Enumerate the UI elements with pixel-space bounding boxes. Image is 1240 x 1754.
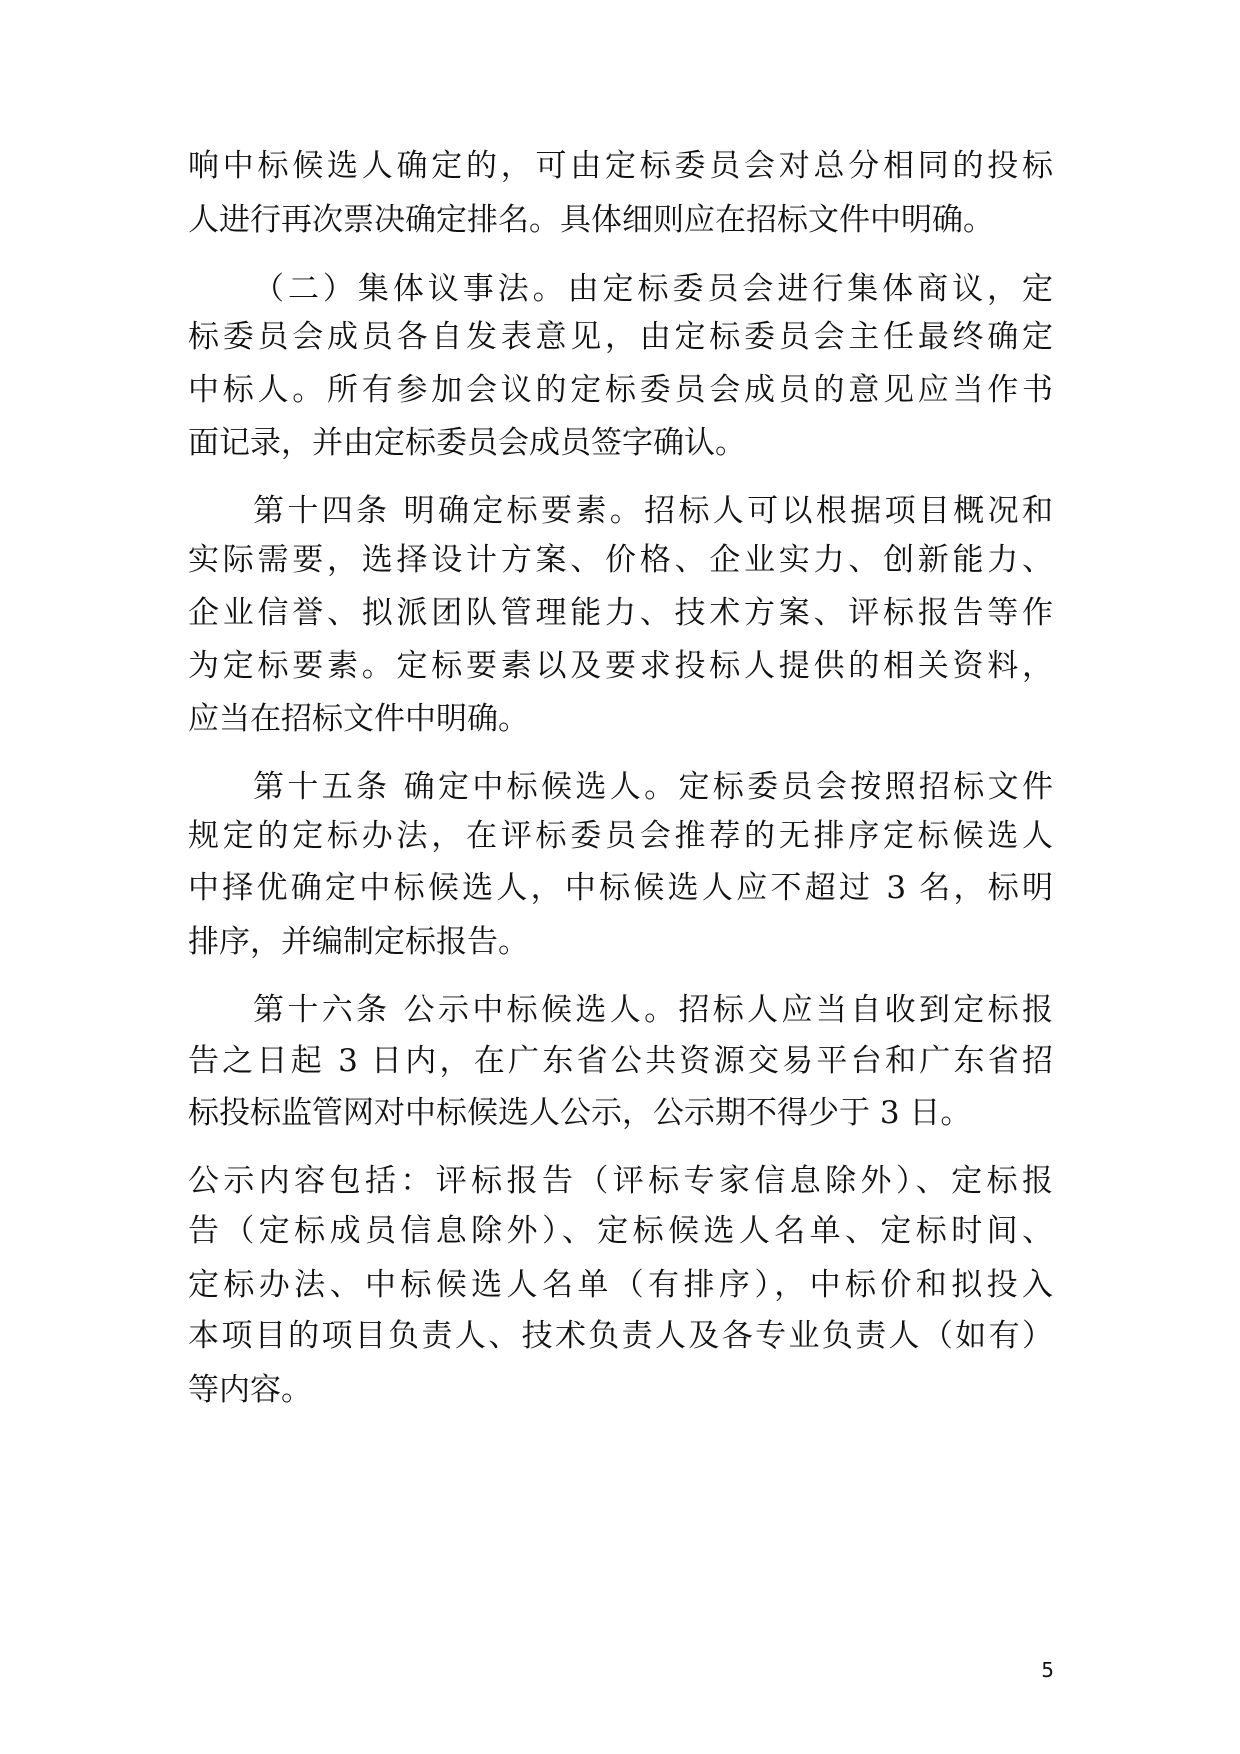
paragraph-5-line-1: 第十六条 公示中标候选人。招标人应当自收到定标报 — [253, 992, 1053, 1028]
paragraph-3-line-2: 实际需要，选择设计方案、价格、企业实力、创新能力、 — [188, 542, 1053, 578]
paragraph-6-line-1: 公示内容包括：评标报告（评标专家信息除外）、定标报 — [188, 1163, 1053, 1199]
paragraph-5-line-3: 标投标监管网对中标候选人公示，公示期不得少于 3 日。 — [188, 1095, 972, 1131]
paragraph-4-line-2: 规定的定标办法，在评标委员会推荐的无排序定标候选人 — [188, 818, 1053, 854]
paragraph-1-line-1: 响中标候选人确定的，可由定标委员会对总分相同的投标 — [188, 148, 1053, 184]
paragraph-6-line-5: 等内容。 — [188, 1372, 312, 1408]
paragraph-4-line-1: 第十五条 确定中标候选人。定标委员会按照招标文件 — [253, 769, 1053, 805]
paragraph-3-line-1: 第十四条 明确定标要素。招标人可以根据项目概况和 — [253, 493, 1053, 529]
page-number: 5 — [1041, 1658, 1054, 1682]
paragraph-3-line-4: 为定标要素。定标要素以及要求投标人提供的相关资料， — [188, 648, 1053, 684]
paragraph-3-line-3: 企业信誉、拟派团队管理能力、技术方案、评标报告等作 — [188, 595, 1053, 631]
paragraph-6-line-2: 告（定标成员信息除外）、定标候选人名单、定标时间、 — [188, 1213, 1053, 1249]
paragraph-3-line-5: 应当在招标文件中明确。 — [188, 701, 529, 737]
paragraph-2-line-2: 标委员会成员各自发表意见，由定标委员会主任最终确定 — [188, 319, 1053, 355]
paragraph-2-line-1: （二）集体议事法。由定标委员会进行集体商议，定 — [253, 271, 1053, 307]
paragraph-5-line-2: 告之日起 3 日内，在广东省公共资源交易平台和广东省招 — [188, 1043, 1053, 1079]
paragraph-4-line-4: 排序，并编制定标报告。 — [188, 924, 529, 960]
paragraph-2-line-3: 中标人。所有参加会议的定标委员会成员的意见应当作书 — [188, 372, 1053, 408]
paragraph-2-line-4: 面记录，并由定标委员会成员签字确认。 — [188, 425, 746, 461]
paragraph-4-line-3: 中择优确定中标候选人，中标候选人应不超过 3 名，标明 — [188, 870, 1053, 906]
paragraph-6-line-4: 本项目的项目负责人、技术负责人及各专业负责人（如有） — [188, 1318, 1053, 1354]
paragraph-6-line-3: 定标办法、中标候选人名单（有排序），中标价和拟投入 — [188, 1267, 1053, 1303]
paragraph-1-line-2: 人进行再次票决确定排名。具体细则应在招标文件中明确。 — [188, 202, 994, 238]
